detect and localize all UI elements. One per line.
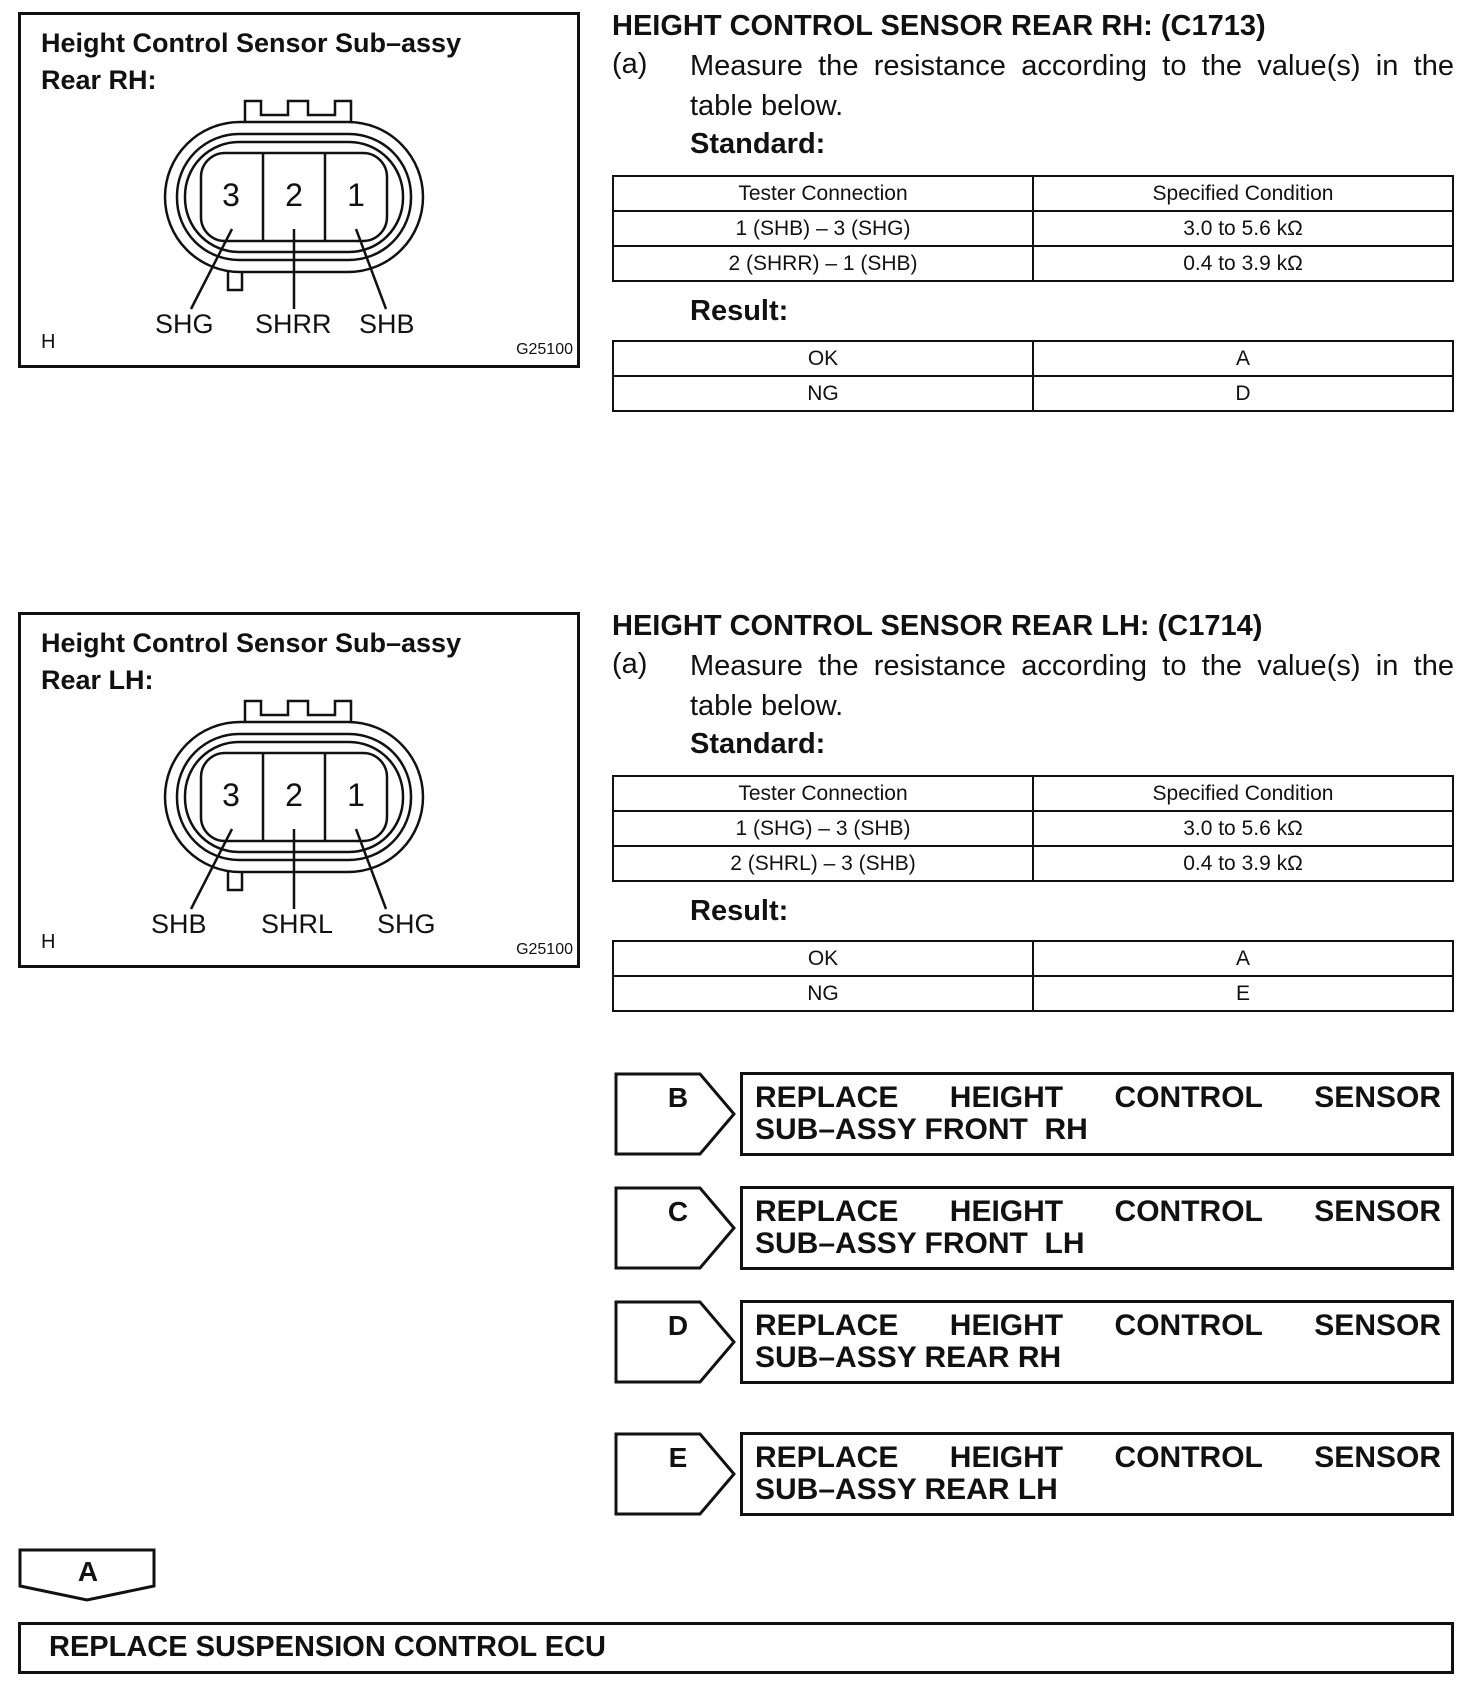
action-box: REPLACE HEIGHT CONTROL SENSOR SUB–ASSY FRONT LH — [740, 1186, 1454, 1270]
result-letter: D — [667, 1310, 689, 1341]
table-row — [613, 976, 1453, 1011]
result-letter: E — [668, 1442, 688, 1473]
pin-3: 3 — [222, 777, 240, 813]
table-cell: A — [1033, 341, 1453, 376]
pin-1: 1 — [347, 777, 365, 813]
corner-mark: H — [41, 931, 56, 953]
standard-label: Standard: — [690, 728, 826, 760]
table-row — [613, 211, 1453, 246]
corner-mark: H — [41, 331, 56, 353]
result-label: Result: — [690, 295, 789, 327]
result-table-rear-rh — [612, 340, 1454, 412]
step-label: (a) — [612, 48, 648, 80]
action-box: REPLACE HEIGHT CONTROL SENSOR SUB–ASSY FRONT RH — [740, 1072, 1454, 1156]
table-header-row — [613, 176, 1453, 211]
pin-2: 2 — [285, 177, 303, 213]
result-action-e — [614, 1432, 1454, 1516]
result-action-b — [614, 1072, 1454, 1156]
table-cell: 1 (SHG) – 3 (SHB) — [613, 811, 1033, 846]
figure-title: Height Control Sensor Sub–assy Rear LH: — [41, 628, 462, 695]
table-cell: 0.4 to 3.9 kΩ — [1033, 246, 1453, 281]
pin-2: 2 — [285, 777, 303, 813]
standard-table-rear-lh — [612, 775, 1454, 882]
pin-1: 1 — [347, 177, 365, 213]
pin-label-shb: SHB — [151, 909, 207, 939]
final-action-box — [18, 1622, 1454, 1674]
pin-label-shrl: SHRL — [261, 909, 334, 939]
table-cell: 2 (SHRR) – 1 (SHB) — [613, 246, 1033, 281]
table-cell: NG — [613, 976, 1033, 1011]
table-cell: D — [1033, 376, 1453, 411]
action-box: REPLACE HEIGHT CONTROL SENSOR SUB–ASSY REAR RH — [740, 1300, 1454, 1384]
step-text: Measure the resistance according to the value(s) in the table below. — [690, 650, 1454, 722]
connector-figure-rear-lh — [18, 612, 580, 968]
table-row — [613, 846, 1453, 881]
table-cell: 2 (SHRL) – 3 (SHB) — [613, 846, 1033, 881]
table-header: Tester Connection — [613, 776, 1033, 811]
pin-3: 3 — [222, 177, 240, 213]
final-action-text: REPLACE SUSPENSION CONTROL ECU — [49, 1631, 606, 1663]
result-table-rear-lh — [612, 940, 1454, 1012]
table-cell: OK — [613, 341, 1033, 376]
figure-code: G25100 — [516, 341, 573, 358]
step-text: Measure the resistance according to the value(s) in the table below. — [690, 50, 1454, 122]
table-header: Specified Condition — [1033, 176, 1453, 211]
table-cell: A — [1033, 941, 1453, 976]
pin-label-shg: SHG — [377, 909, 436, 939]
figure-title: Height Control Sensor Sub–assy Rear RH: — [41, 28, 462, 95]
pin-label-shg: SHG — [155, 309, 214, 339]
table-cell: 1 (SHB) – 3 (SHG) — [613, 211, 1033, 246]
result-label: Result: — [690, 895, 789, 927]
result-action-c — [614, 1186, 1454, 1270]
table-cell: OK — [613, 941, 1033, 976]
pin-label-shrr: SHRR — [255, 309, 332, 339]
action-box: REPLACE HEIGHT CONTROL SENSOR SUB–ASSY REAR LH — [740, 1432, 1454, 1516]
table-cell: NG — [613, 376, 1033, 411]
table-row — [613, 941, 1453, 976]
figure-code: G25100 — [516, 941, 573, 958]
section-title-rear-rh: HEIGHT CONTROL SENSOR REAR RH: (C1713) — [612, 10, 1266, 42]
table-cell: 3.0 to 5.6 kΩ — [1033, 211, 1453, 246]
section-title-rear-lh: HEIGHT CONTROL SENSOR REAR LH: (C1714) — [612, 610, 1263, 642]
result-action-d — [614, 1300, 1454, 1384]
table-cell: 3.0 to 5.6 kΩ — [1033, 811, 1453, 846]
pin-label-shb: SHB — [359, 309, 415, 339]
final-letter: A — [77, 1556, 99, 1587]
standard-table-rear-rh — [612, 175, 1454, 282]
standard-label: Standard: — [690, 128, 826, 160]
table-row — [613, 246, 1453, 281]
table-header: Specified Condition — [1033, 776, 1453, 811]
table-cell: 0.4 to 3.9 kΩ — [1033, 846, 1453, 881]
table-cell: E — [1033, 976, 1453, 1011]
result-letter: C — [667, 1196, 689, 1227]
step-label: (a) — [612, 648, 648, 680]
table-row — [613, 341, 1453, 376]
table-row — [613, 376, 1453, 411]
table-header-row — [613, 776, 1453, 811]
table-header: Tester Connection — [613, 176, 1033, 211]
result-letter: B — [667, 1082, 689, 1113]
table-row — [613, 811, 1453, 846]
connector-figure-rear-rh — [18, 12, 580, 368]
